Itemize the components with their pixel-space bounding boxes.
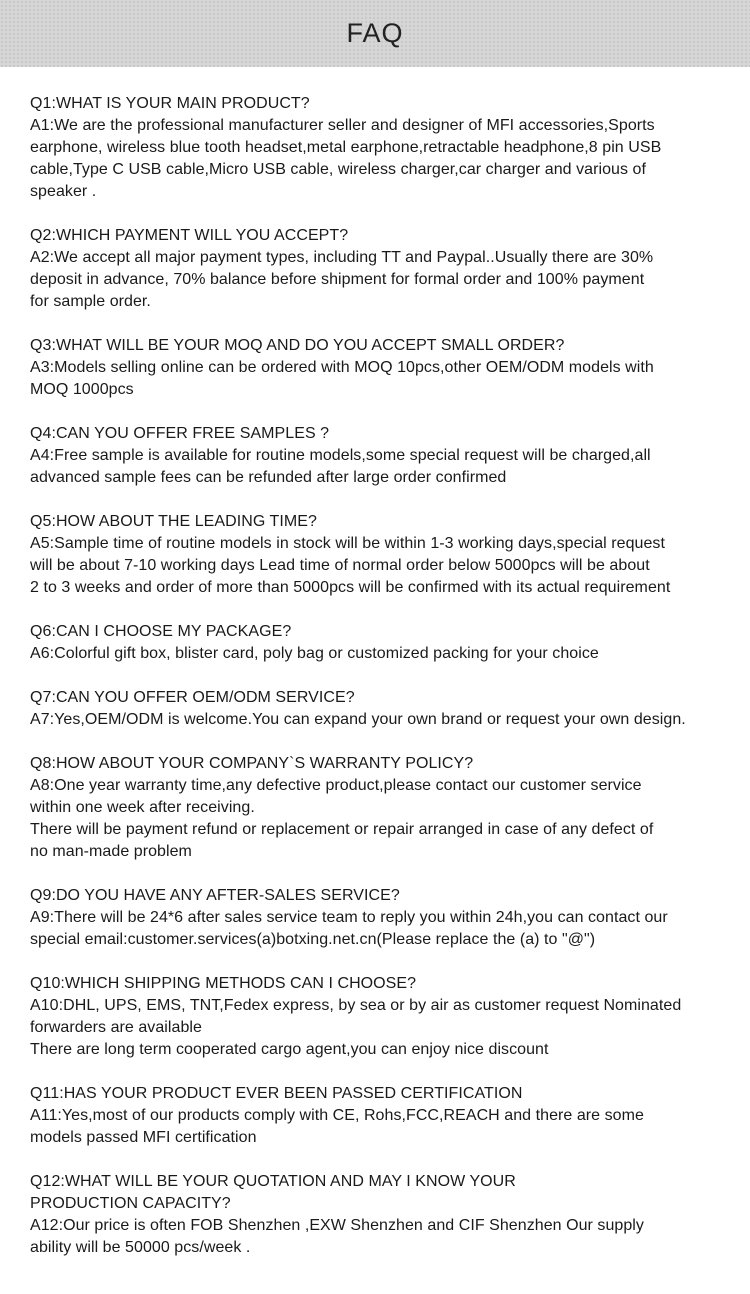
faq-item <box>30 973 740 1061</box>
faq-item <box>30 885 740 951</box>
faq-answer: A9:There will be 24*6 after sales service team to reply you within 24h,you can contact our <box>30 909 668 926</box>
faq-answer: cable,Type C USB cable,Micro USB cable, wireless charger,car charger and various of <box>30 161 646 178</box>
faq-item <box>30 423 740 489</box>
faq-answer: MOQ 1000pcs <box>30 381 134 398</box>
faq-question: Q4:CAN YOU OFFER FREE SAMPLES ? <box>30 425 330 442</box>
faq-answer: ability will be 50000 pcs/week . <box>30 1239 251 1256</box>
page-title: FAQ <box>346 18 404 48</box>
faq-question: Q1:WHAT IS YOUR MAIN PRODUCT? <box>30 95 310 112</box>
faq-answer: A1:We are the professional manufacturer seller and designer of MFI accessories,Sports <box>30 117 655 134</box>
faq-answer: for sample order. <box>30 293 151 310</box>
faq-question: Q8:HOW ABOUT YOUR COMPANY`S WARRANTY POLICY? <box>30 755 474 772</box>
faq-answer: speaker . <box>30 183 97 200</box>
faq-answer: A12:Our price is often FOB Shenzhen ,EXW Shenzhen and CIF Shenzhen Our supply <box>30 1217 644 1234</box>
faq-item <box>30 335 740 401</box>
faq-answer: deposit in advance, 70% balance before shipment for formal order and 100% payment <box>30 271 645 288</box>
faq-question: Q3:WHAT WILL BE YOUR MOQ AND DO YOU ACCEPT SMALL ORDER? <box>30 337 565 354</box>
faq-question: Q6:CAN I CHOOSE MY PACKAGE? <box>30 623 292 640</box>
faq-answer: There are long term cooperated cargo agent,you can enjoy nice discount <box>30 1041 549 1058</box>
faq-answer: models passed MFI certification <box>30 1129 257 1146</box>
faq-item <box>30 687 740 731</box>
faq-answer: earphone, wireless blue tooth headset,metal earphone,retractable headphone,8 pin USB <box>30 139 662 156</box>
faq-answer: A5:Sample time of routine models in stock will be within 1-3 working days,special request <box>30 535 665 552</box>
faq-answer: A2:We accept all major payment types, including TT and Paypal..Usually there are 30% <box>30 249 654 266</box>
faq-answer: will be about 7-10 working days Lead time of normal order below 5000pcs will be about <box>30 557 650 574</box>
faq-answer: A7:Yes,OEM/ODM is welcome.You can expand your own brand or request your own design. <box>30 711 686 728</box>
faq-question: Q11:HAS YOUR PRODUCT EVER BEEN PASSED CERTIFICATION <box>30 1085 523 1102</box>
faq-answer: A6:Colorful gift box, blister card, poly bag or customized packing for your choice <box>30 645 599 662</box>
faq-list <box>30 93 740 1281</box>
faq-item <box>30 1171 740 1259</box>
faq-question: Q9:DO YOU HAVE ANY AFTER-SALES SERVICE? <box>30 887 400 904</box>
faq-question: Q5:HOW ABOUT THE LEADING TIME? <box>30 513 317 530</box>
faq-answer: forwarders are available <box>30 1019 202 1036</box>
faq-item <box>30 225 740 313</box>
faq-answer: 2 to 3 weeks and order of more than 5000pcs will be confirmed with its actual requirement <box>30 579 671 596</box>
faq-item <box>30 511 740 599</box>
faq-item <box>30 753 740 863</box>
faq-question: Q7:CAN YOU OFFER OEM/ODM SERVICE? <box>30 689 355 706</box>
faq-answer: There will be payment refund or replacement or repair arranged in case of any defect of <box>30 821 654 838</box>
faq-question: Q12:WHAT WILL BE YOUR QUOTATION AND MAY I KNOW YOUR <box>30 1173 516 1190</box>
faq-answer: A8:One year warranty time,any defective product,please contact our customer service <box>30 777 642 794</box>
faq-answer: A10:DHL, UPS, EMS, TNT,Fedex express, by sea or by air as customer request Nominated <box>30 997 682 1014</box>
faq-item <box>30 93 740 203</box>
faq-answer: A11:Yes,most of our products comply with CE, Rohs,FCC,REACH and there are some <box>30 1107 644 1124</box>
faq-question: Q2:WHICH PAYMENT WILL YOU ACCEPT? <box>30 227 349 244</box>
faq-item <box>30 1083 740 1149</box>
faq-answer: advanced sample fees can be refunded after large order confirmed <box>30 469 507 486</box>
faq-answer: no man-made problem <box>30 843 192 860</box>
faq-answer: A3:Models selling online can be ordered with MOQ 10pcs,other OEM/ODM models with <box>30 359 654 376</box>
faq-item <box>30 621 740 665</box>
faq-question: PRODUCTION CAPACITY? <box>30 1195 231 1212</box>
faq-answer: special email:customer.services(a)botxing.net.cn(Please replace the (a) to "@") <box>30 931 596 948</box>
faq-answer: A4:Free sample is available for routine models,some special request will be charged,all <box>30 447 651 464</box>
faq-question: Q10:WHICH SHIPPING METHODS CAN I CHOOSE? <box>30 975 417 992</box>
faq-answer: within one week after receiving. <box>30 799 255 816</box>
faq-header-banner <box>0 0 750 67</box>
